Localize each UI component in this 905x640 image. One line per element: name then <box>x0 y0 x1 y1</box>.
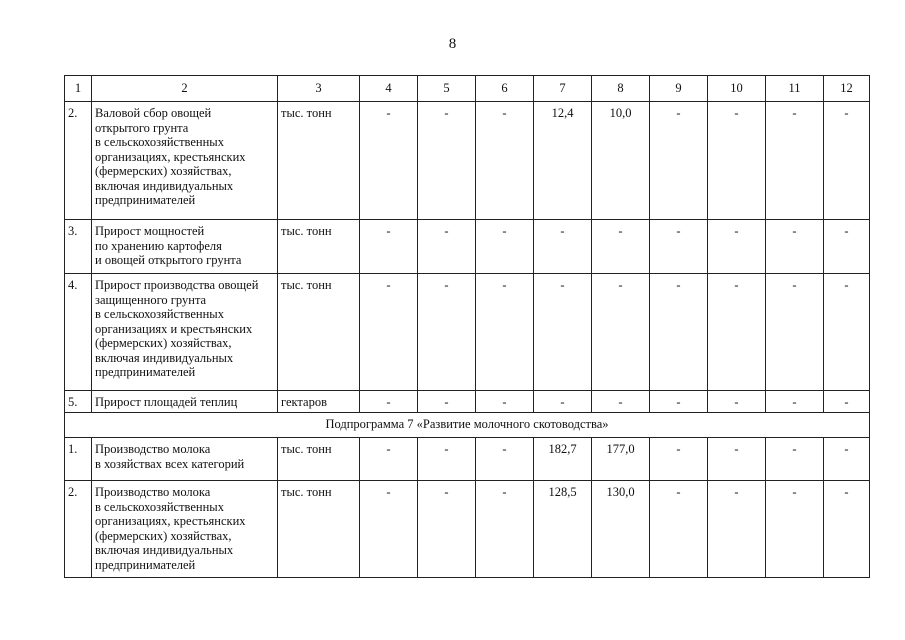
unit-of-measure: тыс. тонн <box>278 102 360 220</box>
column-header: 1 <box>65 76 92 102</box>
value-cell: - <box>708 102 766 220</box>
value-cell: - <box>534 391 592 413</box>
value-cell: - <box>766 438 824 481</box>
value-cell: - <box>418 481 476 578</box>
row-number: 1. <box>65 438 92 481</box>
value-cell: - <box>650 220 708 274</box>
value-cell: - <box>476 274 534 391</box>
column-header: 9 <box>650 76 708 102</box>
column-header: 11 <box>766 76 824 102</box>
value-cell: - <box>650 391 708 413</box>
value-cell: - <box>708 438 766 481</box>
value-cell: - <box>476 102 534 220</box>
table-row <box>65 102 870 220</box>
header-row <box>65 76 870 102</box>
value-cell: - <box>592 391 650 413</box>
value-cell: - <box>650 438 708 481</box>
value-cell: - <box>824 274 870 391</box>
indicator-name: Производство молока в сельскохозяйственных организациях, крестьянских (фермерских) хозяйствах, включая индивидуальных предпринимателей <box>92 481 278 578</box>
column-header: 12 <box>824 76 870 102</box>
value-cell: - <box>766 274 824 391</box>
value-cell: - <box>360 481 418 578</box>
value-cell: - <box>592 274 650 391</box>
subprogram-row <box>65 413 870 438</box>
value-cell: 12,4 <box>534 102 592 220</box>
value-cell: - <box>360 102 418 220</box>
column-header: 5 <box>418 76 476 102</box>
value-cell: - <box>418 391 476 413</box>
indicator-name: Прирост производства овощей защищенного грунта в сельскохозяйственных организациях и крестьянских (фермерских) хозяйствах, включая индивидуальных предпринимателей <box>92 274 278 391</box>
row-number: 2. <box>65 481 92 578</box>
column-header: 10 <box>708 76 766 102</box>
table-row <box>65 481 870 578</box>
value-cell: 10,0 <box>592 102 650 220</box>
column-header: 4 <box>360 76 418 102</box>
value-cell: - <box>592 220 650 274</box>
value-cell: - <box>824 391 870 413</box>
unit-of-measure: гектаров <box>278 391 360 413</box>
column-header: 8 <box>592 76 650 102</box>
value-cell: - <box>824 438 870 481</box>
value-cell: - <box>476 220 534 274</box>
value-cell: - <box>708 220 766 274</box>
value-cell: 128,5 <box>534 481 592 578</box>
value-cell: 130,0 <box>592 481 650 578</box>
indicator-name: Прирост площадей теплиц <box>92 391 278 413</box>
value-cell: 182,7 <box>534 438 592 481</box>
value-cell: - <box>708 481 766 578</box>
value-cell: - <box>766 391 824 413</box>
unit-of-measure: тыс. тонн <box>278 220 360 274</box>
table-row <box>65 274 870 391</box>
column-header: 2 <box>92 76 278 102</box>
value-cell: - <box>824 220 870 274</box>
value-cell: - <box>766 481 824 578</box>
value-cell: - <box>476 391 534 413</box>
column-header: 6 <box>476 76 534 102</box>
value-cell: - <box>708 391 766 413</box>
table-row <box>65 438 870 481</box>
indicator-name: Производство молока в хозяйствах всех категорий <box>92 438 278 481</box>
value-cell: - <box>766 220 824 274</box>
value-cell: - <box>360 391 418 413</box>
value-cell: - <box>476 438 534 481</box>
value-cell: - <box>708 274 766 391</box>
value-cell: - <box>360 438 418 481</box>
value-cell: 177,0 <box>592 438 650 481</box>
indicator-name: Прирост мощностей по хранению картофеля и овощей открытого грунта <box>92 220 278 274</box>
value-cell: - <box>418 220 476 274</box>
value-cell: - <box>360 220 418 274</box>
value-cell: - <box>824 481 870 578</box>
value-cell: - <box>650 102 708 220</box>
table-row <box>65 391 870 413</box>
table-row <box>65 220 870 274</box>
unit-of-measure: тыс. тонн <box>278 438 360 481</box>
row-number: 4. <box>65 274 92 391</box>
row-number: 3. <box>65 220 92 274</box>
unit-of-measure: тыс. тонн <box>278 274 360 391</box>
indicator-name: Валовой сбор овощей открытого грунта в сельскохозяйственных организациях, крестьянских (фермерских) хозяйствах, включая индивидуальных предпринимателей <box>92 102 278 220</box>
value-cell: - <box>766 102 824 220</box>
column-header: 7 <box>534 76 592 102</box>
value-cell: - <box>360 274 418 391</box>
unit-of-measure: тыс. тонн <box>278 481 360 578</box>
value-cell: - <box>476 481 534 578</box>
column-header: 3 <box>278 76 360 102</box>
page-number: 8 <box>448 36 457 52</box>
value-cell: - <box>534 220 592 274</box>
value-cell: - <box>418 274 476 391</box>
row-number: 5. <box>65 391 92 413</box>
indicators-table <box>64 75 870 578</box>
value-cell: - <box>650 481 708 578</box>
row-number: 2. <box>65 102 92 220</box>
value-cell: - <box>534 274 592 391</box>
subprogram-title: Подпрограмма 7 «Развитие молочного скотоводства» <box>65 413 870 438</box>
value-cell: - <box>418 102 476 220</box>
value-cell: - <box>824 102 870 220</box>
value-cell: - <box>418 438 476 481</box>
value-cell: - <box>650 274 708 391</box>
